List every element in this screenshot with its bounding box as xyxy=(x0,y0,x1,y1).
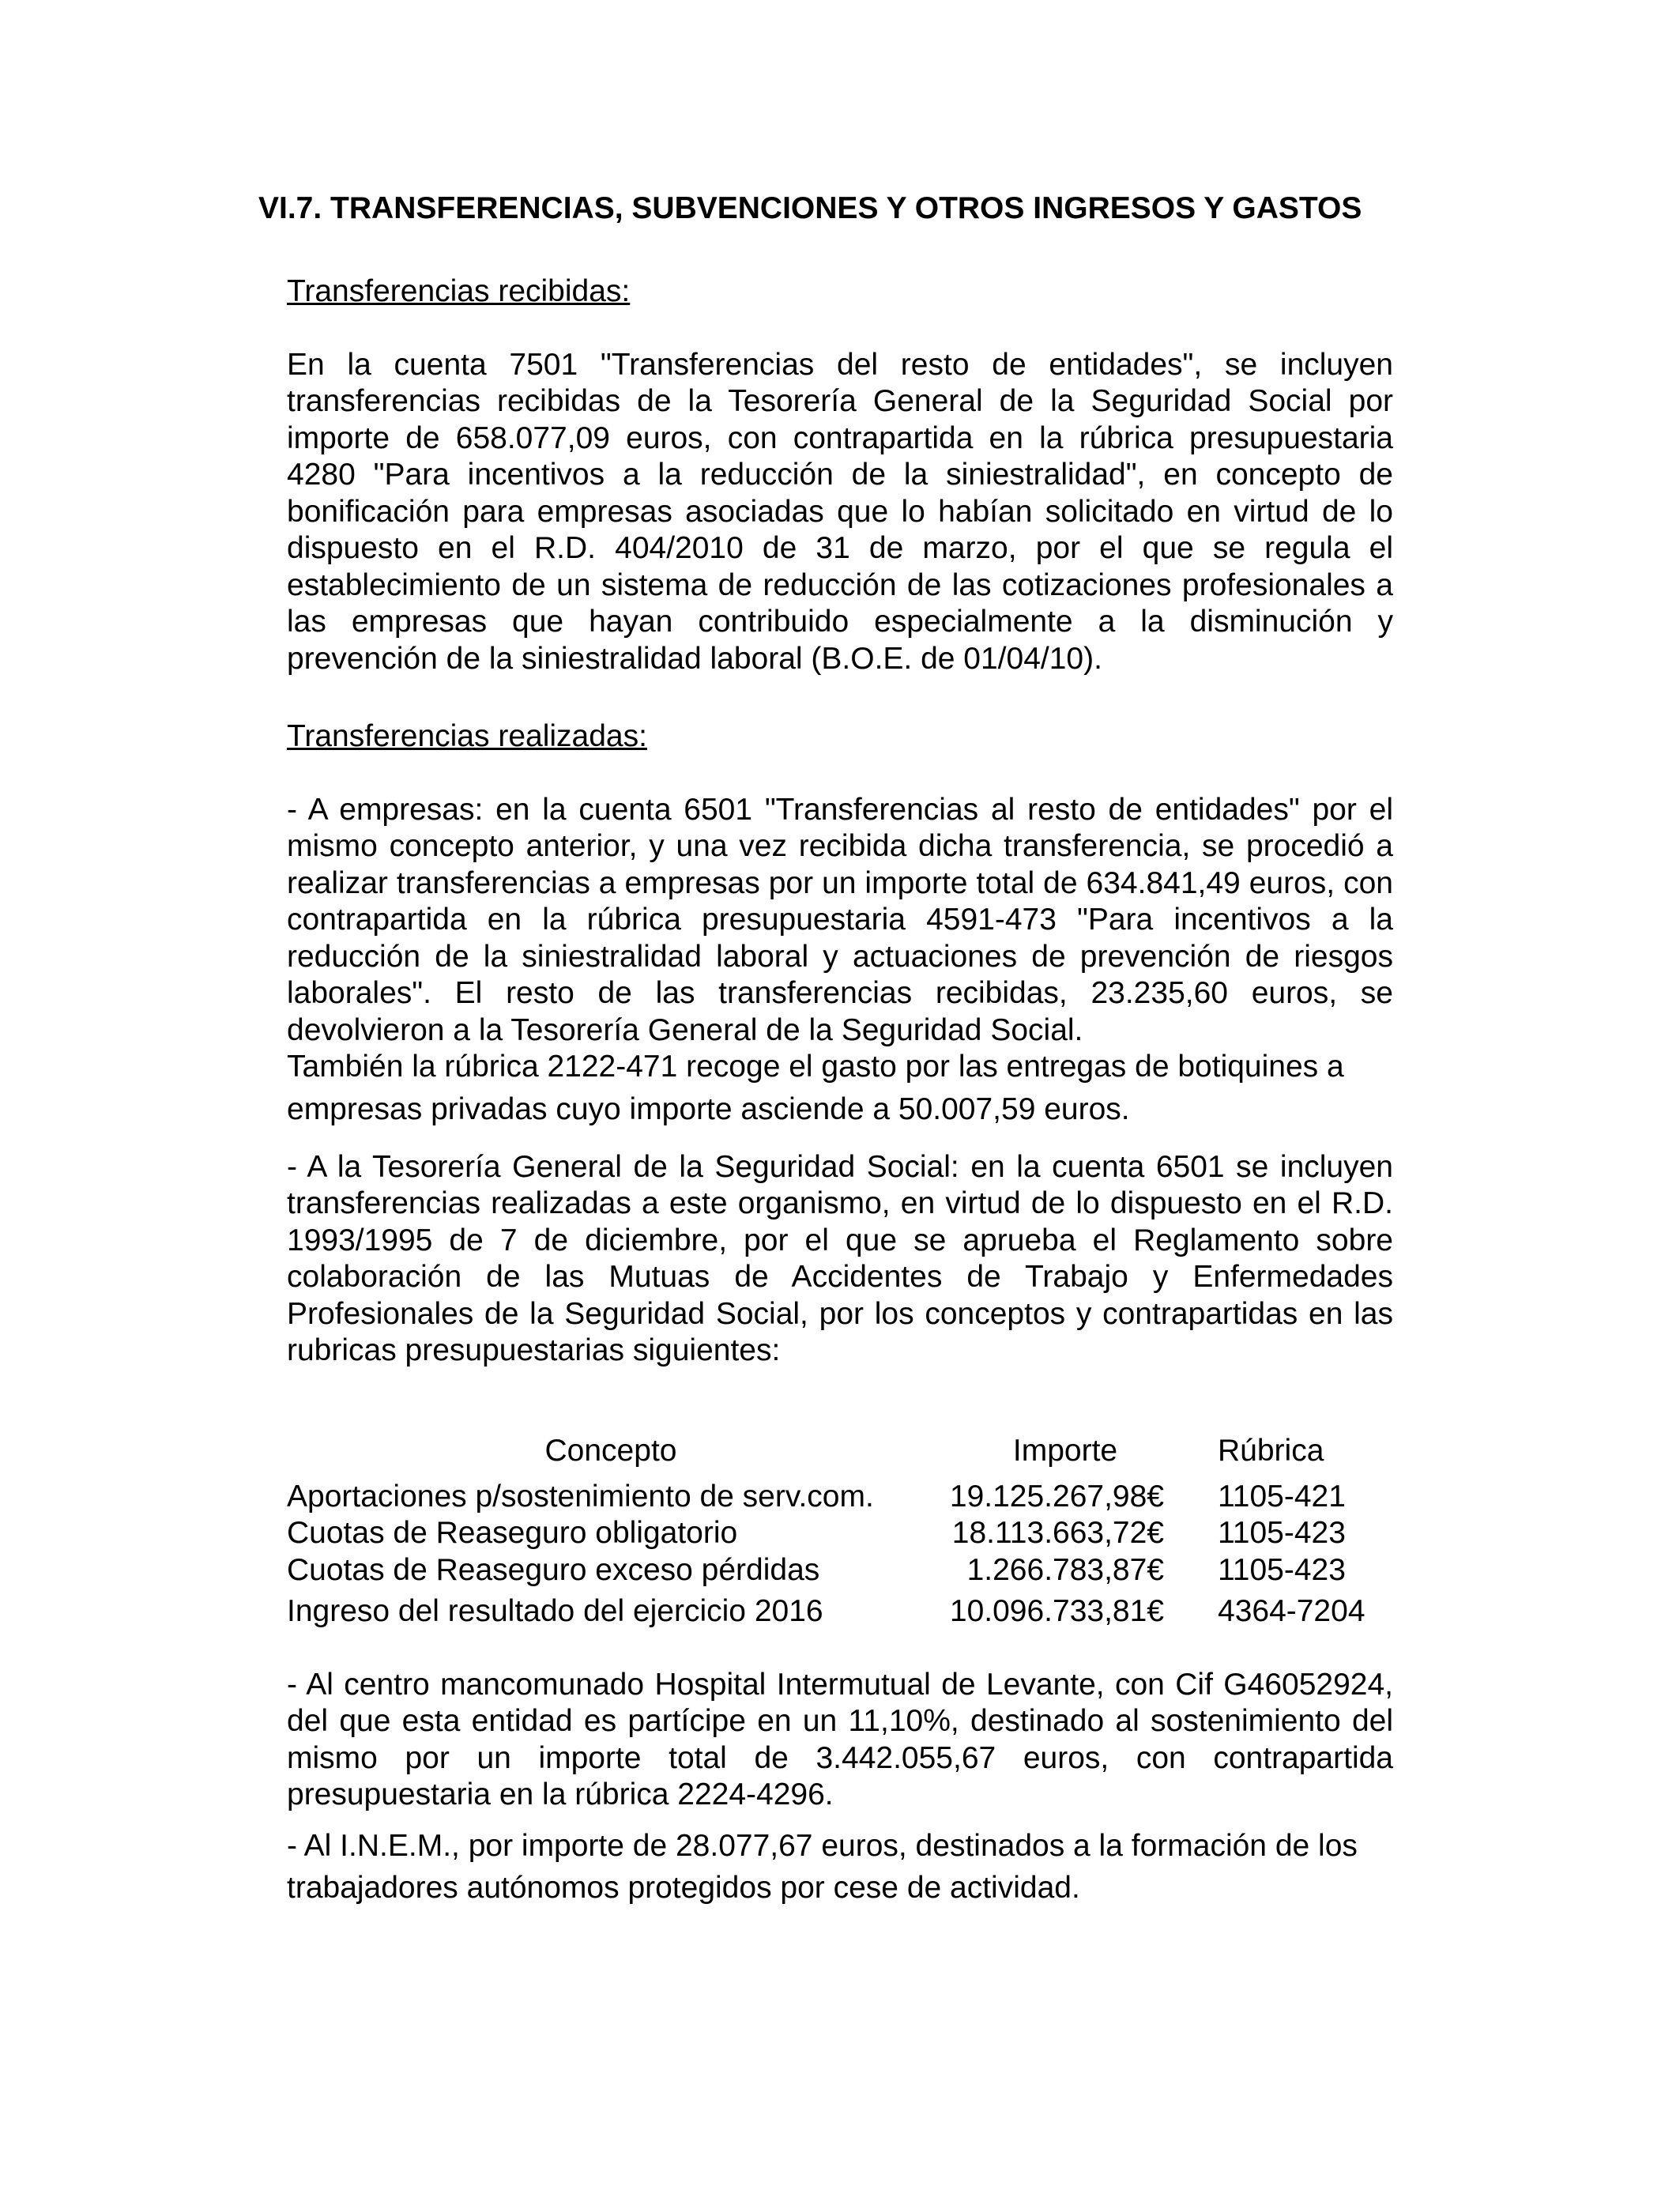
table-row xyxy=(287,1479,1393,1516)
row-concept: Cuotas de Reaseguro exceso pérdidas xyxy=(287,1552,820,1587)
tgss-paragraph: - A la Tesorería General de la Seguridad Social: en la cuenta 6501 se incluyen transferencias realizadas a este organismo, en virtud de lo dispuesto en el R.D. 1993/1995 de 7 de diciembre, por el que se aprueba el Reglamento sobre colaboración de las Mutuas de Accidentes de Trabajo y Enfermedades Profesionales de la Seguridad Social, por los conceptos y contrapartidas en las rubricas presupuestarias siguientes: xyxy=(287,1149,1393,1367)
section-title: VI.7. TRANSFERENCIAS, SUBVENCIONES Y OTROS INGRESOS Y GASTOS xyxy=(258,191,1362,225)
hospital-paragraph: - Al centro mancomunado Hospital Intermutual de Levante, con Cif G46052924, del que esta entidad es partícipe en un 11,10%, destinado al sostenimiento del mismo por un importe total de 3.442.055,67 euros, con contrapartida presupuestaria en la rúbrica 2224-4296. xyxy=(287,1667,1393,1811)
row-amount: 10.096.733,81€ xyxy=(949,1594,1164,1628)
row-concept: Cuotas de Reaseguro obligatorio xyxy=(287,1516,738,1550)
row-rubric: 1105-421 xyxy=(1218,1479,1346,1514)
section-body xyxy=(287,273,1393,1912)
concepts-table xyxy=(287,1433,1393,1630)
inem-line-2: trabajadores autónomos protegidos por cese de actividad. xyxy=(287,1871,1080,1905)
row-rubric: 1105-423 xyxy=(1218,1516,1346,1550)
table-header-row xyxy=(287,1433,1393,1479)
table-row xyxy=(287,1552,1393,1589)
header-rubric: Rúbrica xyxy=(1218,1433,1324,1468)
received-paragraph: En la cuenta 7501 "Transferencias del resto de entidades", se incluyen transferencias recibidas de la Tesorería General de la Seguridad Social por importe de 658.077,09 euros, con contrapartida en la rúbrica presupuestaria 4280 "Para incentivos a la reducción de la siniestralidad", en concepto de bonificación para empresas asociadas que lo habían solicitado en virtud de lo dispuesto en el R.D. 404/2010 de 31 de marzo, por el que se regula el establecimiento de un sistema de reducción de las cotizaciones profesionales a las empresas que hayan contribuido especialmente a la disminución y prevención de la siniestralidad laboral (B.O.E. de 01/04/10). xyxy=(287,347,1393,676)
row-concept: Aportaciones p/sostenimiento de serv.com. xyxy=(287,1479,874,1514)
companies-paragraph: - A empresas: en la cuenta 6501 "Transferencias al resto de entidades" por el mismo concepto anterior, y una vez recibida dicha transferencia, se procedió a realizar transferencias a empresas por un importe total de 634.841,49 euros, con contrapartida en la rúbrica presupuestaria 4591-473 "Para incentivos a la reducción de la siniestralidad laboral y actuaciones de prevención de riesgos laborales". El resto de las transferencias recibidas, 23.235,60 euros, se devolvieron a la Tesorería General de la Seguridad Social. xyxy=(287,792,1393,1047)
header-amount: Importe xyxy=(1012,1433,1118,1468)
inem-line-1: - Al I.N.E.M., por importe de 28.077,67 euros, destinados a la formación de los xyxy=(287,1828,1358,1863)
row-amount: 19.125.267,98€ xyxy=(949,1479,1164,1514)
row-rubric: 4364-7204 xyxy=(1218,1594,1365,1628)
row-amount: 1.266.783,87€ xyxy=(966,1552,1164,1587)
kits-line-2: empresas privadas cuyo importe asciende a 50.007,59 euros. xyxy=(287,1091,1130,1126)
table-row xyxy=(287,1589,1393,1630)
row-amount: 18.113.663,72€ xyxy=(951,1516,1164,1550)
row-rubric: 1105-423 xyxy=(1218,1552,1346,1587)
header-concept: Concepto xyxy=(544,1433,677,1468)
kits-line-1: También la rúbrica 2122-471 recoge el gasto por las entregas de botiquines a xyxy=(287,1050,1344,1084)
row-concept: Ingreso del resultado del ejercicio 2016 xyxy=(287,1594,823,1628)
made-heading: Transferencias realizadas: xyxy=(287,719,647,753)
table-row xyxy=(287,1515,1393,1552)
received-heading: Transferencias recibidas: xyxy=(287,274,631,308)
